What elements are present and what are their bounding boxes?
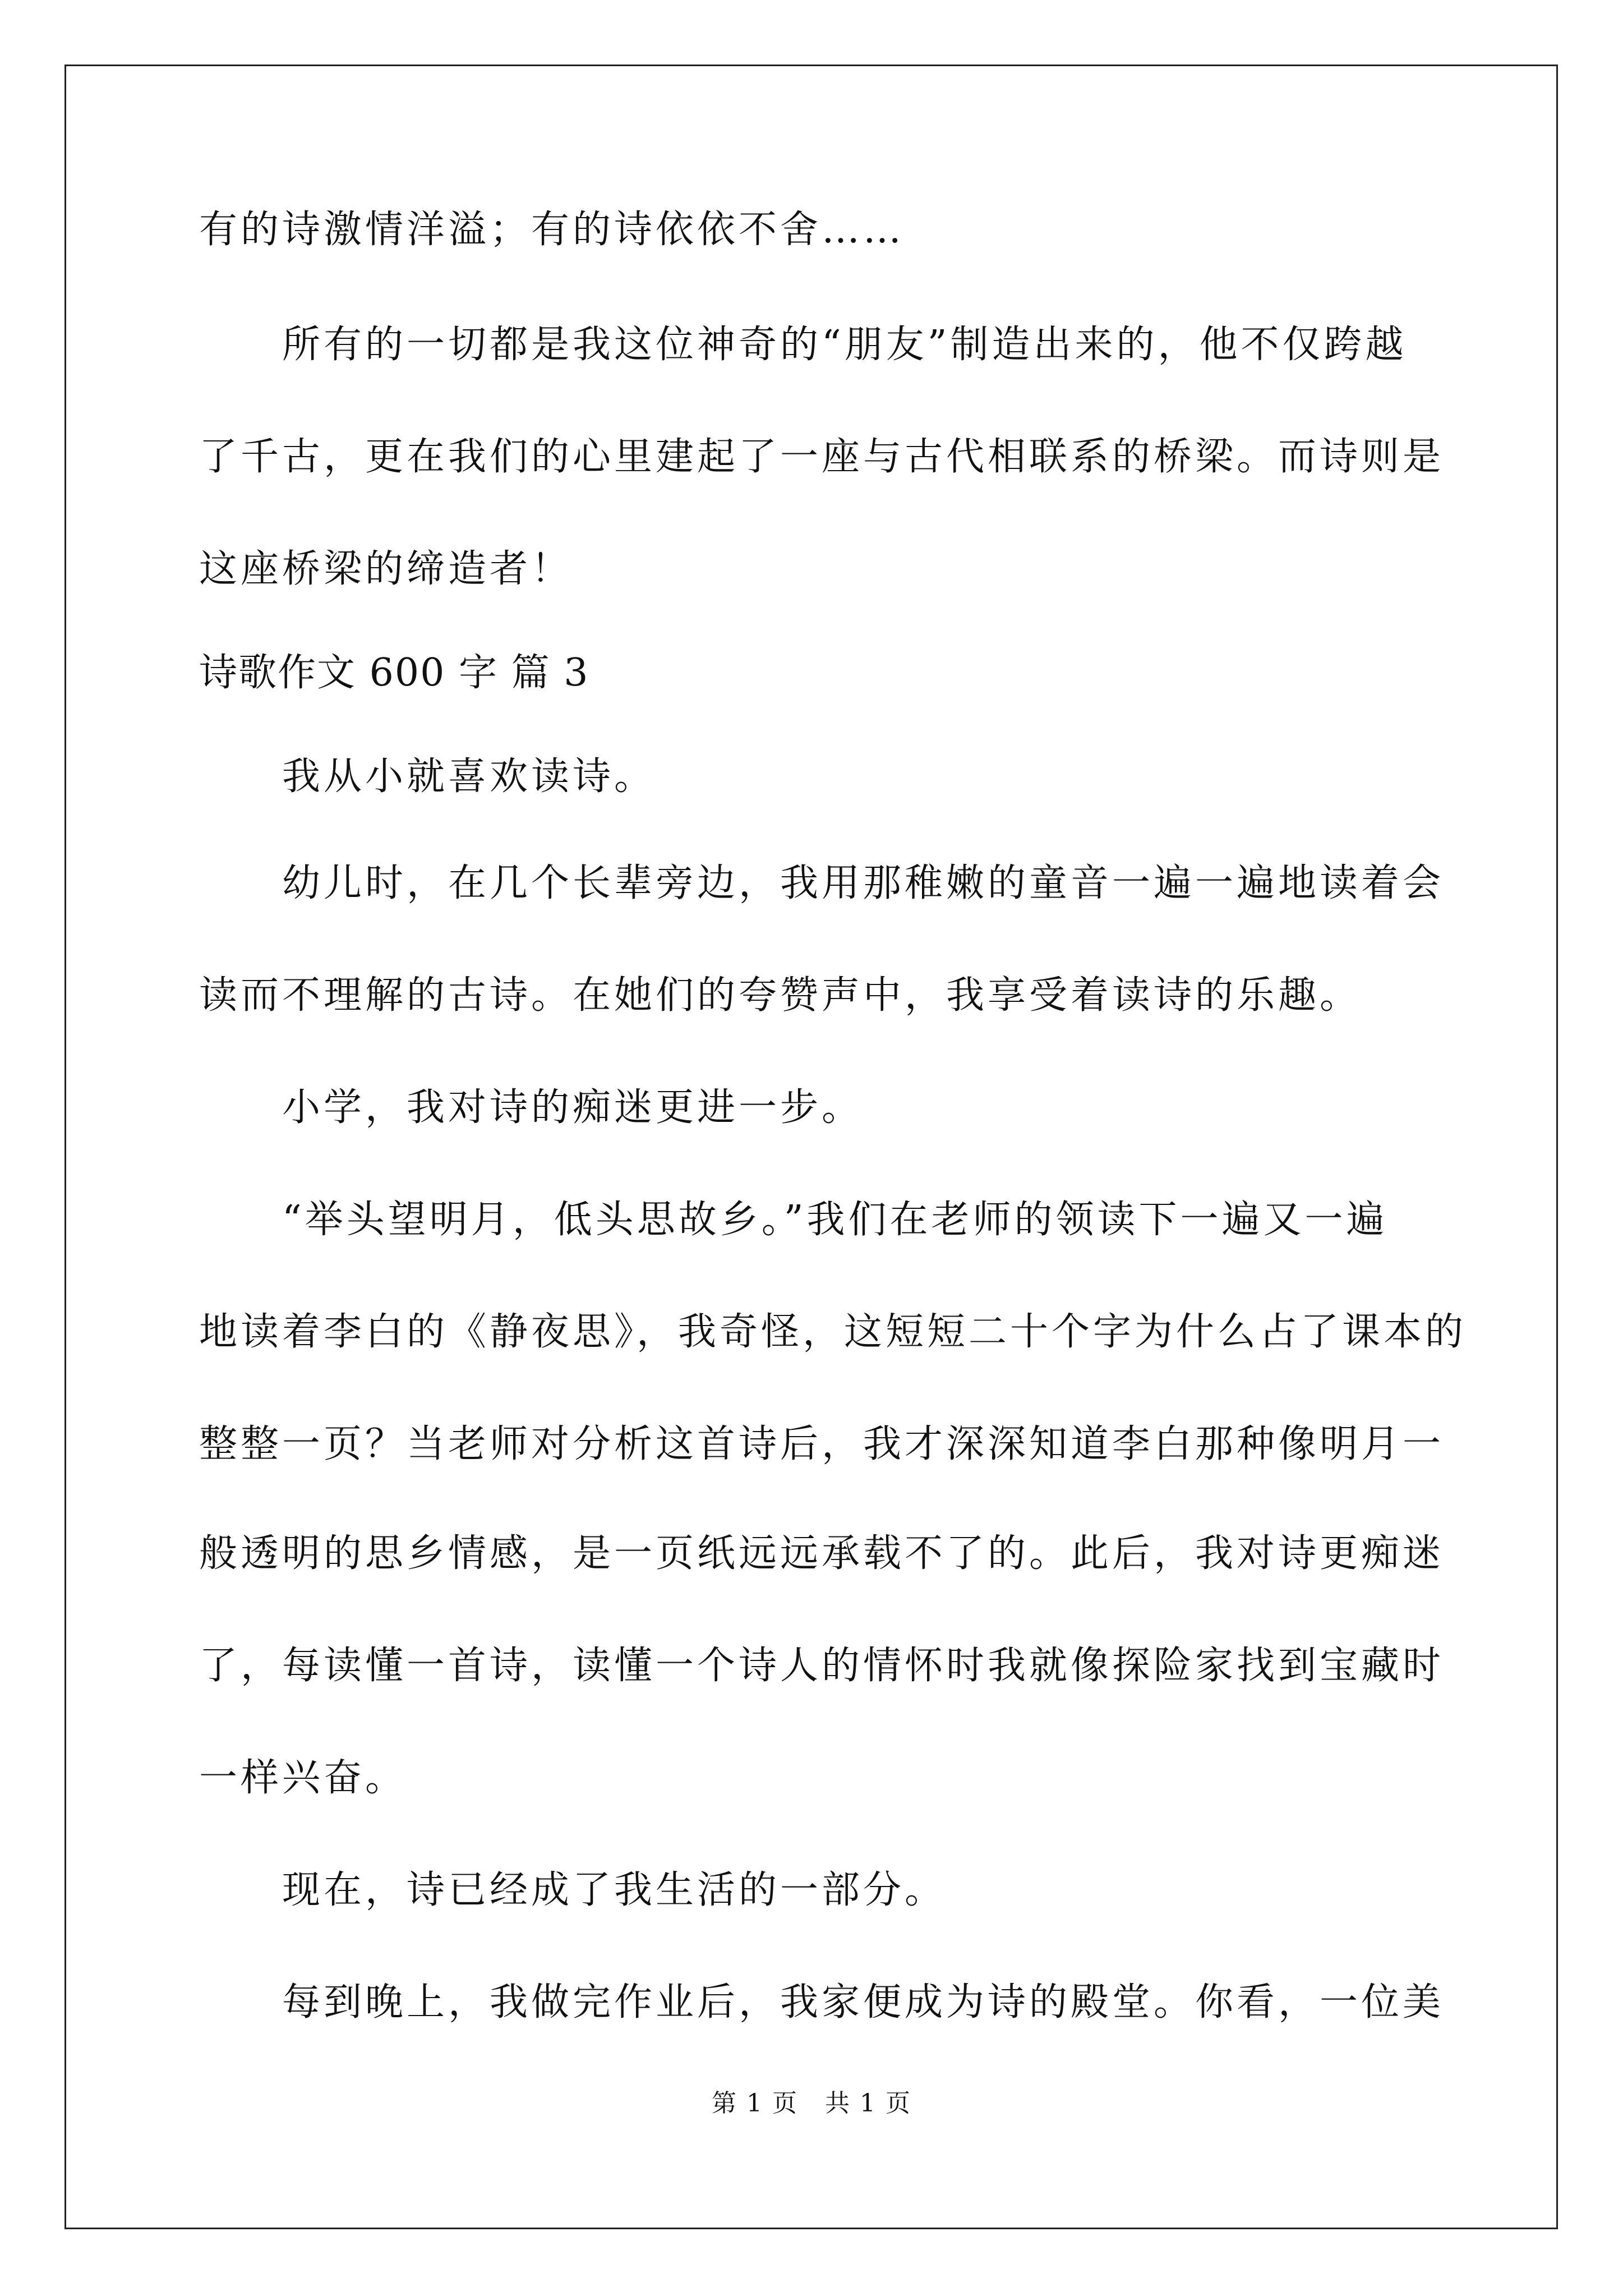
paragraph-line: 所有的一切都是我这位神奇的“朋友”制造出来的，他不仅跨越 [282,323,1407,367]
section-heading: 诗歌作文 600 字 篇 3 [199,651,589,695]
page-total: 共 1 页 [825,2089,911,2118]
text-line: 整整一页？当老师对分析这首诗后，我才深深知道李白那种像明月一 [199,1422,1445,1466]
paragraph-line: 我从小就喜欢读诗。 [282,754,656,799]
paragraph-line: “举头望明月，低头思故乡。”我们在老师的领读下一遍又一遍 [282,1198,1388,1242]
paragraph-line: 幼儿时，在几个长辈旁边，我用那稚嫩的童音一遍一遍地读着会 [282,861,1445,905]
text-line: 一样兴奋。 [199,1756,407,1800]
paragraph-line: 每到晚上，我做完作业后，我家便成为诗的殿堂。你看，一位美 [282,1980,1445,2024]
paragraph-line: 小学，我对诗的痴迷更进一步。 [282,1085,864,1130]
paragraph-line: 现在，诗已经成了我生活的一部分。 [282,1868,947,1912]
text-line: 般透明的思乡情感，是一页纸远远承载不了的。此后，我对诗更痴迷 [199,1531,1445,1576]
page-number: 第 1 页 [712,2089,798,2118]
text-line: 这座桥梁的缔造者！ [199,547,573,591]
text-line: 有的诗激情洋溢；有的诗依依不舍…… [199,208,905,252]
text-line: 读而不理解的古诗。在她们的夸赞声中，我享受着读诗的乐趣。 [199,973,1362,1018]
page-footer [0,2087,1623,2120]
text-line: 了，每读懂一首诗，读懂一个诗人的情怀时我就像探险家找到宝藏时 [199,1644,1445,1688]
text-line: 了千古，更在我们的心里建起了一座与古代相联系的桥梁。而诗则是 [199,435,1445,479]
text-line: 地读着李白的《静夜思》，我奇怪，这短短二十个字为什么占了课本的 [199,1310,1467,1354]
